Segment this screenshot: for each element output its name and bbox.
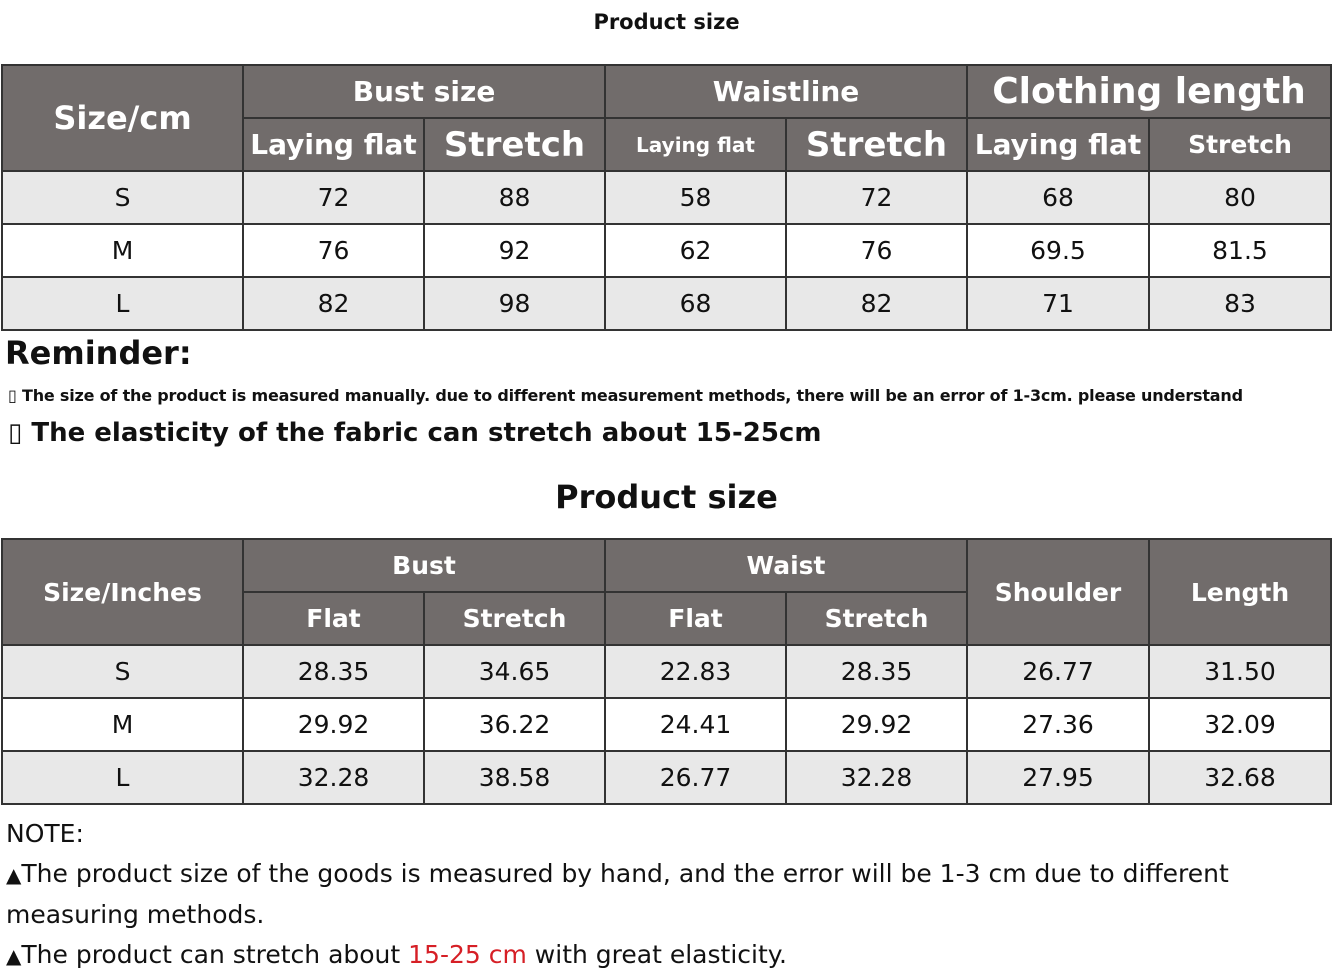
waistline-header: Waistline xyxy=(605,65,967,118)
length-flat-cell: 71 xyxy=(967,277,1149,330)
bust-stretch-header: Stretch xyxy=(424,592,605,645)
length-cell: 31.50 xyxy=(1149,645,1331,698)
length-header: Length xyxy=(1149,539,1331,645)
waist-stretch-header: Stretch xyxy=(786,592,967,645)
size-cm-header: Size/cm xyxy=(2,65,243,171)
bust-stretch-cell: 36.22 xyxy=(424,698,605,751)
note-section xyxy=(6,814,1326,976)
size-cell: M xyxy=(2,698,243,751)
bust-flat-cell: 82 xyxy=(243,277,424,330)
length-stretch-cell: 81.5 xyxy=(1149,224,1331,277)
bust-stretch-cell: 38.58 xyxy=(424,751,605,804)
note-line-1-text: The product size of the goods is measured by hand, and the error will be 1-3 cm due to different measuring methods. xyxy=(6,859,1229,929)
shoulder-cell: 26.77 xyxy=(967,645,1149,698)
bust-flat-cell: 32.28 xyxy=(243,751,424,804)
bust-flat-cell: 28.35 xyxy=(243,645,424,698)
clothing-length-header: Clothing length xyxy=(967,65,1331,118)
waist-stretch-cell: 28.35 xyxy=(786,645,967,698)
bust-flat-cell: 72 xyxy=(243,171,424,224)
stretch-range-highlight: 15-25 cm xyxy=(408,940,527,969)
reminder-line-1: ▯ The size of the product is measured manually. due to different measurement methods, there will be an error of 1-3cm. please understand xyxy=(8,386,1243,405)
waist-flat-cell: 68 xyxy=(605,277,786,330)
waist-stretch-cell: 29.92 xyxy=(786,698,967,751)
length-flat-cell: 69.5 xyxy=(967,224,1149,277)
note-line-2-suffix: with great elasticity. xyxy=(526,940,787,969)
length-flat-cell: 68 xyxy=(967,171,1149,224)
table-row xyxy=(2,645,1331,698)
size-cell: S xyxy=(2,645,243,698)
table-row xyxy=(2,698,1331,751)
size-cell: L xyxy=(2,277,243,330)
bust-header: Bust xyxy=(243,539,605,592)
length-stretch-header: Stretch xyxy=(1149,118,1331,171)
bust-size-header: Bust size xyxy=(243,65,605,118)
table-row xyxy=(2,277,1331,330)
bust-stretch-cell: 34.65 xyxy=(424,645,605,698)
bust-flat-header: Flat xyxy=(243,592,424,645)
bust-stretch-header: Stretch xyxy=(424,118,605,171)
length-cell: 32.68 xyxy=(1149,751,1331,804)
size-table-cm xyxy=(1,64,1332,331)
bust-stretch-cell: 98 xyxy=(424,277,605,330)
waist-flat-cell: 24.41 xyxy=(605,698,786,751)
shoulder-cell: 27.95 xyxy=(967,751,1149,804)
waist-stretch-cell: 72 xyxy=(786,171,967,224)
waist-flat-cell: 22.83 xyxy=(605,645,786,698)
waist-header: Waist xyxy=(605,539,967,592)
reminder-heading: Reminder: xyxy=(5,334,192,372)
note-line-2 xyxy=(6,935,1326,976)
note-line-1 xyxy=(6,854,1326,935)
size-cell: M xyxy=(2,224,243,277)
size-table-inches xyxy=(1,538,1332,805)
bust-flat-cell: 76 xyxy=(243,224,424,277)
table-row xyxy=(2,224,1331,277)
table-row xyxy=(2,171,1331,224)
shoulder-header: Shoulder xyxy=(967,539,1149,645)
table2-title: Product size xyxy=(555,478,778,516)
table-row xyxy=(2,751,1331,804)
bust-laying-flat-header: Laying flat xyxy=(243,118,424,171)
note-heading: NOTE: xyxy=(6,819,84,848)
length-cell: 32.09 xyxy=(1149,698,1331,751)
waist-stretch-header: Stretch xyxy=(786,118,967,171)
waist-flat-cell: 58 xyxy=(605,171,786,224)
waist-stretch-cell: 82 xyxy=(786,277,967,330)
reminder-line-2: ▯ The elasticity of the fabric can stretch about 15-25cm xyxy=(8,418,822,448)
note-line-2-prefix: The product can stretch about xyxy=(21,940,409,969)
waist-stretch-cell: 76 xyxy=(786,224,967,277)
waist-stretch-cell: 32.28 xyxy=(786,751,967,804)
bust-stretch-cell: 92 xyxy=(424,224,605,277)
bust-flat-cell: 29.92 xyxy=(243,698,424,751)
waist-flat-cell: 62 xyxy=(605,224,786,277)
triangle-bullet-icon: ▲ xyxy=(6,944,22,968)
shoulder-cell: 27.36 xyxy=(967,698,1149,751)
waist-flat-cell: 26.77 xyxy=(605,751,786,804)
length-stretch-cell: 83 xyxy=(1149,277,1331,330)
bust-stretch-cell: 88 xyxy=(424,171,605,224)
length-laying-flat-header: Laying flat xyxy=(967,118,1149,171)
size-inches-header: Size/Inches xyxy=(2,539,243,645)
size-cell: S xyxy=(2,171,243,224)
table1-title: Product size xyxy=(593,10,740,34)
waist-laying-flat-header: Laying flat xyxy=(605,118,786,171)
size-cell: L xyxy=(2,751,243,804)
length-stretch-cell: 80 xyxy=(1149,171,1331,224)
triangle-bullet-icon: ▲ xyxy=(6,863,22,887)
waist-flat-header: Flat xyxy=(605,592,786,645)
